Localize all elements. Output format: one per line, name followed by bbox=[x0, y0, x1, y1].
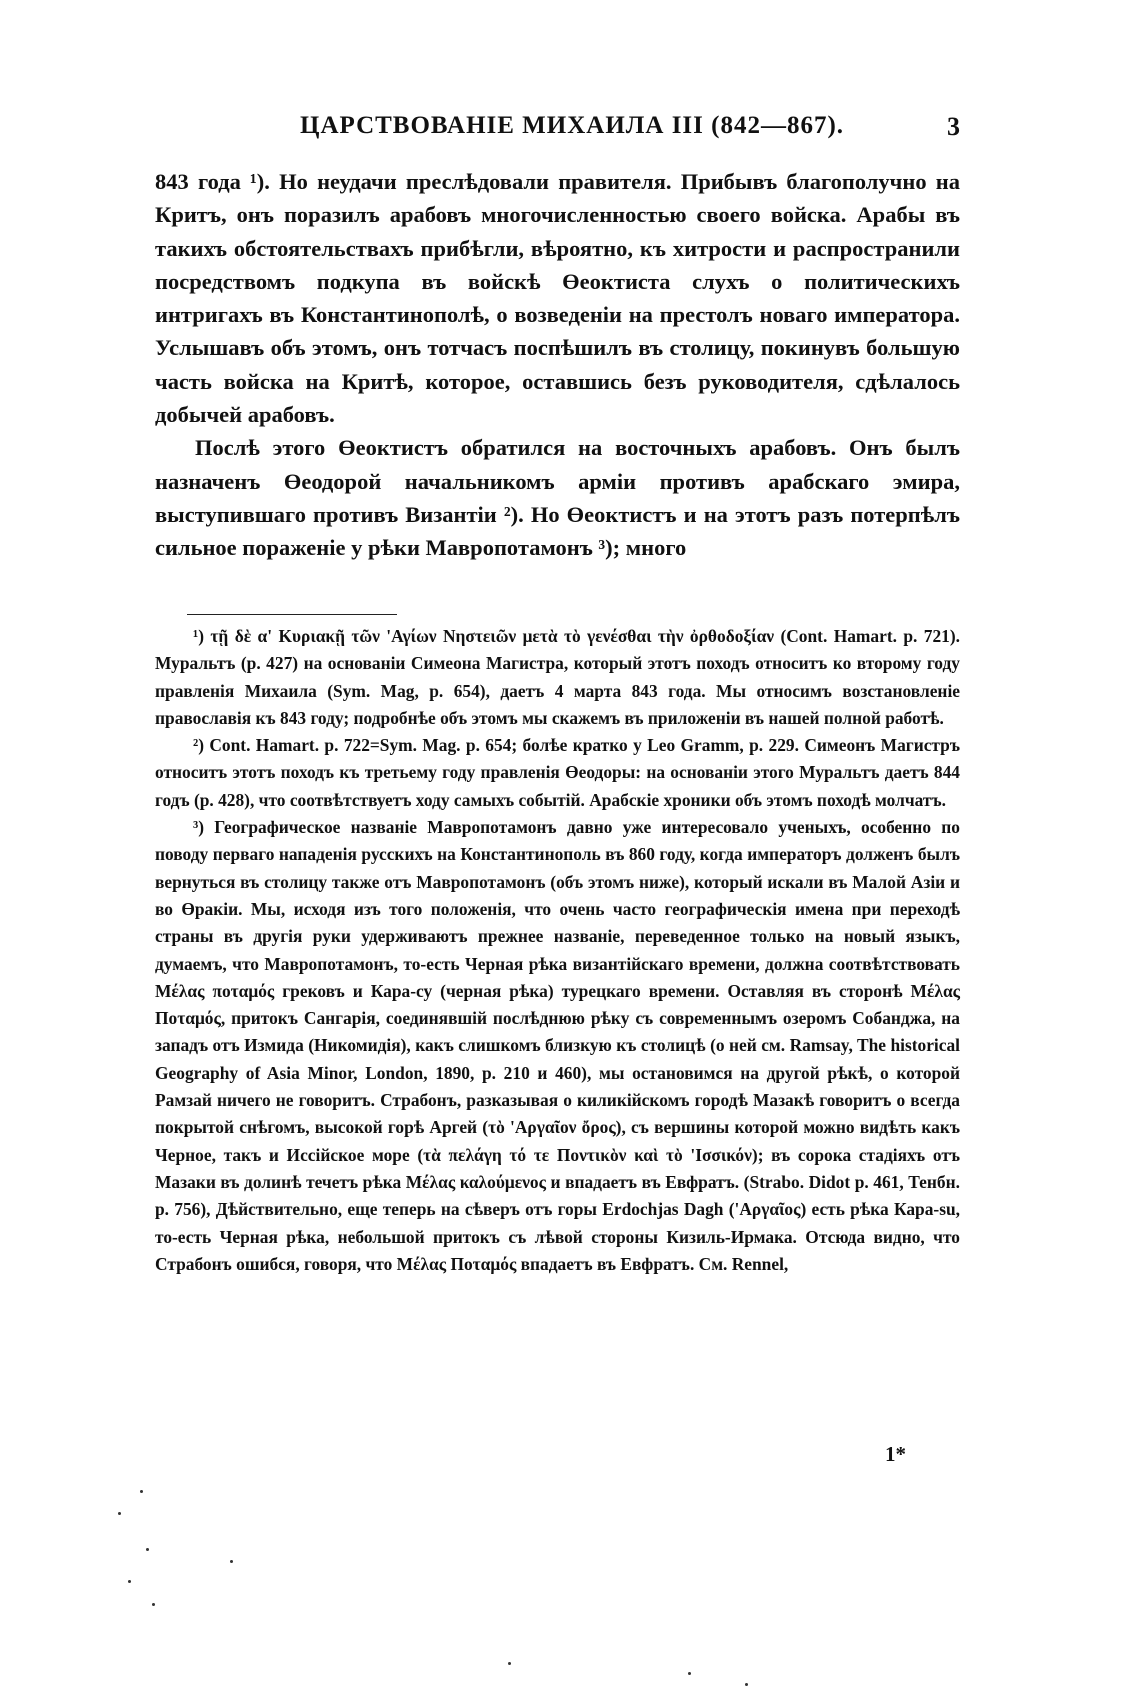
running-head bbox=[300, 112, 960, 148]
footnote-divider bbox=[187, 614, 397, 615]
speck bbox=[118, 1512, 121, 1515]
speck bbox=[745, 1683, 748, 1686]
body-paragraph: Послѣ этого Өеоктистъ обратился на восточныхъ арабовъ. Онъ былъ назначенъ Өеодорой начальникомъ арміи противъ арабскаго эмира, выступившаго противъ Византіи ²). Но Өеоктистъ и на этотъ разъ потерпѣлъ сильное пораженіе у рѣки Мавропотамонъ ³); много bbox=[155, 435, 960, 561]
speck bbox=[230, 1560, 233, 1563]
speck bbox=[508, 1662, 511, 1665]
speck bbox=[152, 1603, 155, 1606]
footnote-1: ¹) τῇ δὲ α' Κυριακῇ τῶν 'Αγίων Νηστειῶν μετὰ τὸ γενέσθαι τὴν ὀρθοδοξίαν (Cont. Hamart. p. 721). Муральтъ (p. 427) на основаніи Симеона Магистра, который этотъ походъ относитъ ко второму году правленія Михаила (Sym. Mag, p. 654), даетъ 4 марта 843 года. Мы относимъ возстановленіе православія къ 843 году; подробнѣе объ этомъ мы скажемъ въ приложеніи въ нашей полной работѣ. bbox=[155, 626, 960, 728]
footnote-2: ²) Cont. Hamart. p. 722=Sym. Mag. p. 654; болѣе кратко у Leo Gramm, p. 229. Симеонъ Магистръ относитъ этотъ походъ къ третьему году правленія Өеодоры: на основаніи этого Муральтъ даетъ 844 годъ (p. 428), что соотвѣтствуетъ ходу самыхъ событій. Арабскіе хроники объ этомъ походѣ молчатъ. bbox=[155, 735, 960, 810]
page-number: 3 bbox=[947, 112, 960, 141]
speck bbox=[146, 1548, 149, 1551]
speck bbox=[688, 1672, 691, 1675]
body-paragraph: 843 года ¹). Но неудачи преслѣдовали правителя. Прибывъ благополучно на Критъ, онъ поразилъ арабовъ многочисленностью своего войска. Арабы въ такихъ обстоятельствахъ прибѣгли, вѣроятно, къ хитрости и распространили посредствомъ подкупа въ войскѣ Өеоктиста слухъ о политическихъ интригахъ въ Константинополѣ, о возведеніи на престолъ новаго императора. Услышавъ объ этомъ, онъ тотчасъ поспѣшилъ въ столицу, покинувъ большую часть войска на Критѣ, которое, оставшись безъ руководителя, сдѣлалось добычей арабовъ. bbox=[155, 169, 960, 428]
footnote-3: ³) Географическое названіе Мавропотамонъ давно уже интересовало ученыхъ, особенно по поводу перваго нападенія русскихъ на Константинополь въ 860 году, когда императоръ долженъ былъ вернуться въ столицу также отъ Мавропотамонъ (объ этомъ ниже), который искали въ Малой Азіи и во Өракіи. Мы, исходя изъ того положенія, что очень часто географическія имена при переходѣ страны въ другія руки удерживаютъ прежнее названіе, переведенное только на новый языкъ, думаемъ, что Мавропотамонъ, то-есть Черная рѣка византійскаго времени, должна соотвѣтствовать Μέλας ποταμός грековъ и Кара-су (черная рѣка) турецкаго времени. Оставляя въ сторонѣ Μέλας Ποταμός, притокъ Сангарія, соединявшій послѣднюю рѣку съ современнымъ озеромъ Собанджа, на западъ отъ Измида (Никомидія), какъ слишкомъ близкую къ столицѣ (о ней см. Ramsay, The historical Geography of Asia Minor, London, 1890, p. 210 и 460), мы остановимся на другой рѣкѣ, о которой Рамзай ничего не говоритъ. Страбонъ, разказывая о киликійскомъ городѣ Мазакѣ говоритъ о всегда покрытой снѣгомъ, высокой горѣ Аргей (τὸ 'Αργαῖον ὄρος), съ вершины которой можно видѣть какъ Черное, такъ и Иссійское море (τὰ πελάγη τό τε Ποντικὸν καὶ τὸ 'Ισσικόν); въ сорока стадіяхъ отъ Мазаки въ долинѣ течетъ рѣка Μέλας καλούμενος и впадаетъ въ Евфратъ. (Strabo. Didot p. 461, Тенбн. p. 756), Дѣйствительно, еще теперь на сѣверъ отъ горы Erdochjas Dagh ('Αργαῖος) есть рѣка Кара-su, то-есть Черная рѣка, небольшой притокъ съ лѣвой стороны Кизиль-Ирмака. Отсюда видно, что Страбонъ ошибся, говоря, что Μέλας Ποταμός впадаетъ въ Евфратъ. См. Rennel, bbox=[155, 817, 960, 1274]
speck bbox=[140, 1490, 143, 1493]
signature-mark: 1* bbox=[885, 1442, 906, 1466]
main-text bbox=[155, 165, 960, 565]
speck bbox=[128, 1580, 131, 1583]
footnotes bbox=[155, 623, 960, 1278]
running-title: ЦАРСТВОВАНІЕ МИХАИЛА III (842—867). bbox=[300, 112, 845, 139]
